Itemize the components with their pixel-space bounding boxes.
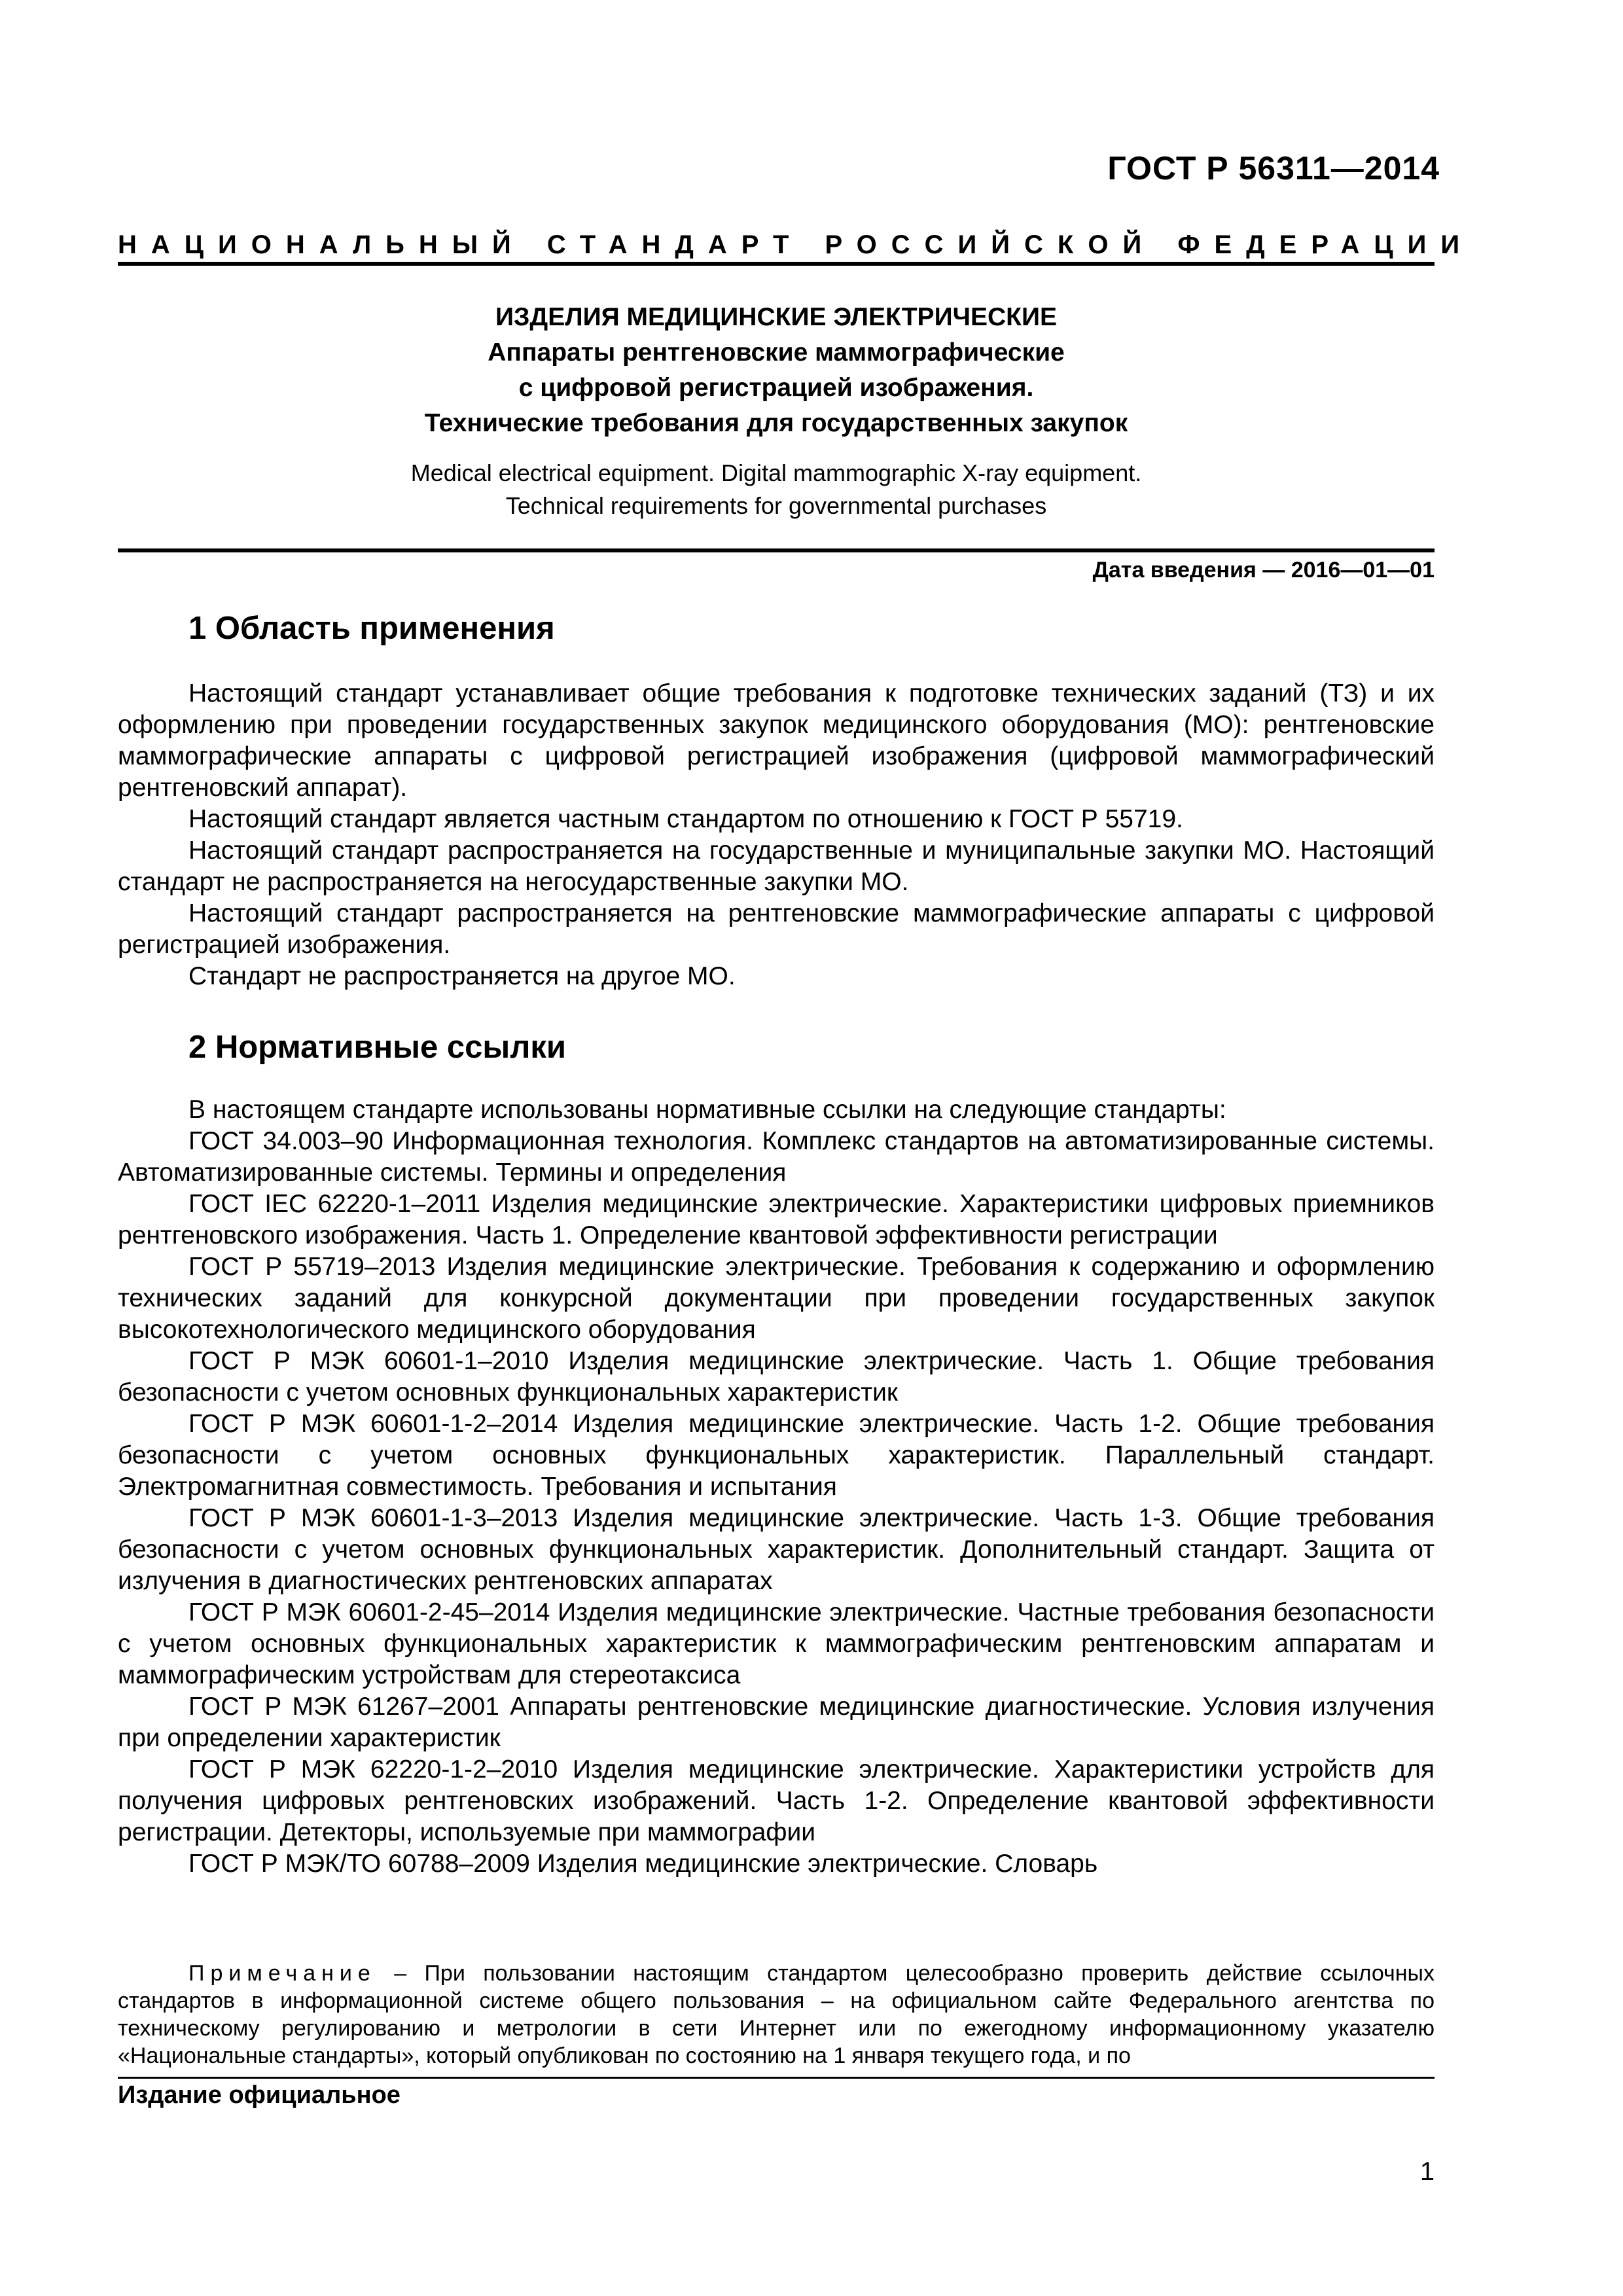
english-title — [118, 457, 1435, 522]
section-2-heading: 2 Нормативные ссылки — [188, 1030, 566, 1065]
section-1-paragraph: Настоящий стандарт распространяется на государственные и муниципальные закупки МО. Настоящий стандарт не распространяется на негосударственные закупки МО. — [118, 836, 1435, 896]
note-label: Примечание — [188, 1961, 376, 1986]
normative-reference: ГОСТ Р МЭК/ТО 60788–2009 Изделия медицинские электрические. Словарь — [188, 1850, 1098, 1878]
page-number: 1 — [1419, 2157, 1435, 2186]
title-line-2: Аппараты рентгеновские маммографические — [488, 338, 1065, 367]
title-line-3: с цифровой регистрацией изображения. — [518, 374, 1034, 402]
note-text: – При пользовании настоящим стандартом целесообразно проверить действие ссылочных стандартов в информационной системе общего пользования – на официальном сайте Федерального агентства по техническому регулированию и метрологии в сети Интернет или по ежегодному информационному указателю «Национальные стандарты», который опубликован по состоянию на 1 января текущего года, и по — [118, 1961, 1435, 2068]
normative-reference: ГОСТ 34.003–90 Информационная технология. Комплекс стандартов на автоматизированные системы. Автоматизированные системы. Термины и определения — [118, 1127, 1435, 1187]
title-divider — [118, 548, 1435, 552]
section-1-paragraph: Настоящий стандарт распространяется на рентгеновские маммографические аппараты с цифровой регистрацией изображения. — [118, 899, 1435, 959]
normative-reference: ГОСТ Р МЭК 60601-2-45–2014 Изделия медицинские электрические. Частные требования безопасности с учетом основных функциональных характеристик к маммографическим рентгеновским аппаратам и маммографическим устройствам для стереотаксиса — [118, 1598, 1435, 1689]
title-line-1: ИЗДЕЛИЯ МЕДИЦИНСКИЕ ЭЛЕКТРИЧЕСКИЕ — [495, 303, 1058, 331]
english-title-line-2: Technical requirements for governmental purchases — [505, 492, 1047, 519]
header-divider — [118, 262, 1435, 266]
official-edition-label: Издание официальное — [118, 2081, 401, 2109]
section-1-paragraph: Настоящий стандарт является частным стандартом по отношению к ГОСТ Р 55719. — [188, 805, 1183, 833]
normative-reference: ГОСТ Р МЭК 60601-1-3–2013 Изделия медицинские электрические. Часть 1-3. Общие требования безопасности с учетом основных функциональных характеристик. Дополнительный стандарт. Защита от излучения в диагностических рентгеновских аппаратах — [118, 1504, 1435, 1595]
section-1-heading: 1 Область применения — [188, 611, 555, 646]
normative-reference: ГОСТ Р 55719–2013 Изделия медицинские электрические. Требования к содержанию и оформлению технических заданий для конкурсной документации при проведении государственных закупок высокотехнологического медицинского оборудования — [118, 1253, 1435, 1344]
national-standard-banner: НАЦИОНАЛЬНЫЙ СТАНДАРТ РОССИЙСКОЙ ФЕДЕРАЦИИ — [118, 230, 1474, 259]
title-line-4: Технические требования для государственных закупок — [424, 409, 1128, 437]
normative-reference: ГОСТ Р МЭК 62220-1-2–2010 Изделия медицинские электрические. Характеристики устройств для получения цифровых рентгеновских изображений. Часть 1-2. Определение квантовой эффективности регистрации. Детекторы, используемые при маммографии — [118, 1755, 1435, 1846]
normative-reference: ГОСТ IEC 62220-1–2011 Изделия медицинские электрические. Характеристики цифровых приемников рентгеновского изображения. Часть 1. Определение квантовой эффективности регистрации — [118, 1190, 1435, 1249]
normative-reference: ГОСТ Р МЭК 61267–2001 Аппараты рентгеновские медицинские диагностические. Условия излучения при определении характеристик — [118, 1693, 1435, 1752]
note — [118, 1960, 1435, 2070]
normative-reference: ГОСТ Р МЭК 60601-1–2010 Изделия медицинские электрические. Часть 1. Общие требования безопасности с учетом основных функциональных характеристик — [118, 1347, 1435, 1407]
normative-reference: ГОСТ Р МЭК 60601-1-2–2014 Изделия медицинские электрические. Часть 1-2. Общие требования безопасности с учетом основных функциональных характеристик. Параллельный стандарт. Электромагнитная совместимость. Требования и испытания — [118, 1410, 1435, 1501]
english-title-line-1: Medical electrical equipment. Digital mammographic X-ray equipment. — [410, 459, 1142, 486]
section-2-body — [118, 1094, 1435, 1880]
intro-date: Дата введения — 2016—01—01 — [1092, 558, 1435, 583]
title-block — [118, 300, 1435, 441]
normative-reference: В настоящем стандарте использованы нормативные ссылки на следующие стандарты: — [188, 1096, 1226, 1124]
section-1-paragraph: Настоящий стандарт устанавливает общие требования к подготовке технических заданий (ТЗ) и их оформлению при проведении государственных закупок медицинского оборудования (МО): рентгеновские маммографические аппараты с цифровой регистрацией изображения (цифровой маммографический рентгеновский аппарат). — [118, 679, 1435, 802]
footer-divider — [118, 2077, 1435, 2079]
section-1-paragraph: Стандарт не распространяется на другое МО. — [188, 962, 736, 990]
section-1-body — [118, 678, 1435, 992]
gost-code: ГОСТ Р 56311—2014 — [1107, 150, 1440, 187]
